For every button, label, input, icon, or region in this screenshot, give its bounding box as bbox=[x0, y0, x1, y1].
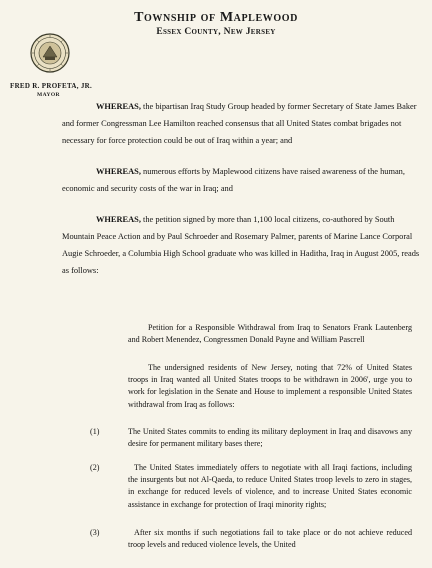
township-seal-icon bbox=[30, 33, 70, 73]
whereas-paragraph-3 bbox=[62, 211, 422, 279]
petition-intro-text: The undersigned residents of New Jersey, noting that 72% of United States troops in Iraq wanted all United States troops to be withdrawn in 2006', urge you to work for legislation in the Senate and House to implement a responsible United States withdrawal from Iraq as follows: bbox=[128, 363, 412, 409]
petition-item-3 bbox=[128, 527, 412, 551]
whereas-paragraph-2 bbox=[62, 163, 422, 197]
item-text: After six months if such negotiations fail to take place or do not achieve reduced troop levels and reduced violence levels, the United bbox=[128, 528, 412, 550]
petition-heading bbox=[128, 322, 412, 346]
item-number: (1) bbox=[90, 427, 100, 436]
paragraph-text: the petition signed by more than 1,100 local citizens, co-authored by South Mountain Peace Action and by Paul Schroeder and Rosemary Palmer, parents of Marine Lance Corporal Augie Schroeder, a Columbia High School graduate who was killed in Haditha, Iraq in August 2005, reads as follows: bbox=[62, 215, 420, 275]
mayor-title: MAYOR bbox=[37, 92, 60, 98]
county-subtitle: Essex County, New Jersey bbox=[156, 27, 276, 37]
item-text: The United States immediately offers to negotiate with all Iraqi factions, including the insurgents but not Al-Qaeda, to reduce United States troop levels to zero in stages, in exchange for reduced levels of violence, and to increase United States economic assistance in exchange for protection of Iraqi minority rights; bbox=[128, 463, 412, 509]
item-number: (2) bbox=[90, 463, 100, 472]
petition-item-2 bbox=[128, 462, 412, 511]
petition-heading-text: Petition for a Responsible Withdrawal from Iraq to Senators Frank Lautenberg and Robert Menendez, Congressmen Donald Payne and William Pascrell bbox=[128, 323, 412, 345]
whereas-label: WHEREAS, bbox=[96, 167, 141, 176]
mayor-name: FRED R. PROFETA, JR. bbox=[10, 82, 93, 90]
petition-item-1 bbox=[128, 426, 412, 450]
item-text: The United States commits to ending its military deployment in Iraq and disavows any desire for permanent military bases there; bbox=[128, 427, 412, 449]
township-title: Township of Maplewood bbox=[134, 10, 298, 25]
whereas-label: WHEREAS, bbox=[96, 215, 141, 224]
item-number: (3) bbox=[90, 528, 100, 537]
whereas-paragraph-1 bbox=[62, 98, 422, 149]
petition-intro bbox=[128, 362, 412, 411]
whereas-label: WHEREAS, bbox=[96, 102, 141, 111]
paragraph-text: numerous efforts by Maplewood citizens have raised awareness of the human, economic and security costs of the war in Iraq; and bbox=[62, 167, 405, 193]
paragraph-text: the bipartisan Iraq Study Group headed by former Secretary of State James Baker and former Congressman Lee Hamilton reached consensus that all United States combat brigades not necessary for force protection could be out of Iraq within a year; and bbox=[62, 102, 417, 145]
